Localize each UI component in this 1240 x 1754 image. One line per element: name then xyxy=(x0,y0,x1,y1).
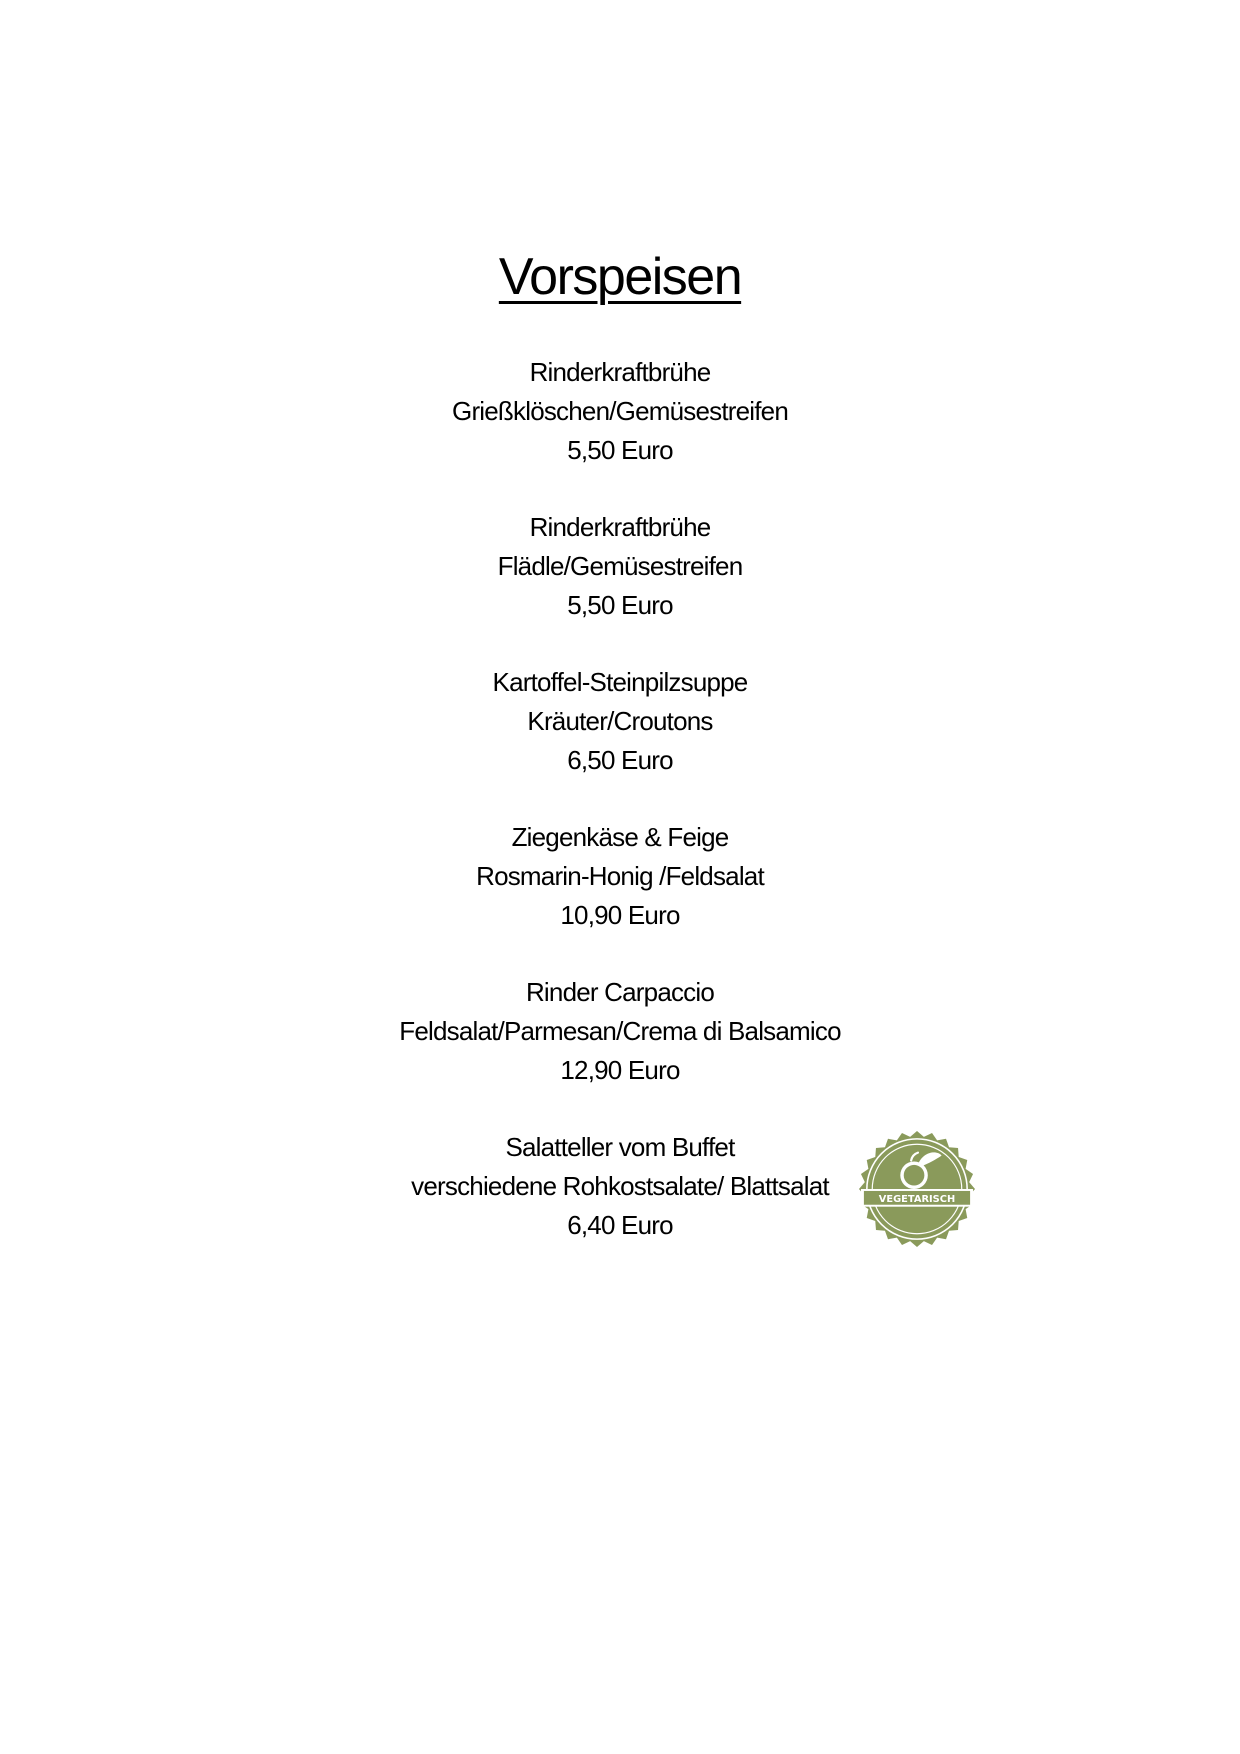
dish-name: Rinderkraftbrühe xyxy=(529,512,711,542)
dish-name: Rinder Carpaccio xyxy=(525,977,715,1007)
dish-name: Rinderkraftbrühe xyxy=(529,357,711,387)
menu-item xyxy=(0,663,1240,818)
page-title: Vorspeisen xyxy=(498,247,742,306)
menu-list xyxy=(0,353,1240,1283)
vegetarian-badge xyxy=(858,1130,976,1248)
dish-price: 12,90 Euro xyxy=(560,1055,680,1085)
badge-label: VEGETARISCH xyxy=(878,1193,956,1205)
dish-description: Rosmarin-Honig /Feldsalat xyxy=(476,861,764,891)
menu-item xyxy=(0,818,1240,973)
dish-price: 5,50 Euro xyxy=(567,435,673,465)
menu-item xyxy=(0,973,1240,1128)
dish-name: Ziegenkäse & Feige xyxy=(511,822,729,852)
dish-description: Flädle/Gemüsestreifen xyxy=(497,551,743,581)
dish-price: 5,50 Euro xyxy=(567,590,673,620)
dish-description: verschiedene Rohkostsalate/ Blattsalat xyxy=(411,1171,829,1201)
menu-item xyxy=(0,353,1240,508)
dish-description: Feldsalat/Parmesan/Crema di Balsamico xyxy=(399,1016,841,1046)
dish-price: 6,50 Euro xyxy=(567,745,673,775)
dish-name: Kartoffel-Steinpilzsuppe xyxy=(492,667,748,697)
dish-description: Kräuter/Croutons xyxy=(527,706,713,736)
dish-name: Salatteller vom Buffet xyxy=(505,1132,735,1162)
dish-price: 6,40 Euro xyxy=(567,1210,673,1240)
menu-item xyxy=(0,1128,1240,1283)
menu-item xyxy=(0,508,1240,663)
dish-price: 10,90 Euro xyxy=(560,900,680,930)
dish-description: Grießklöschen/Gemüsestreifen xyxy=(452,396,788,426)
